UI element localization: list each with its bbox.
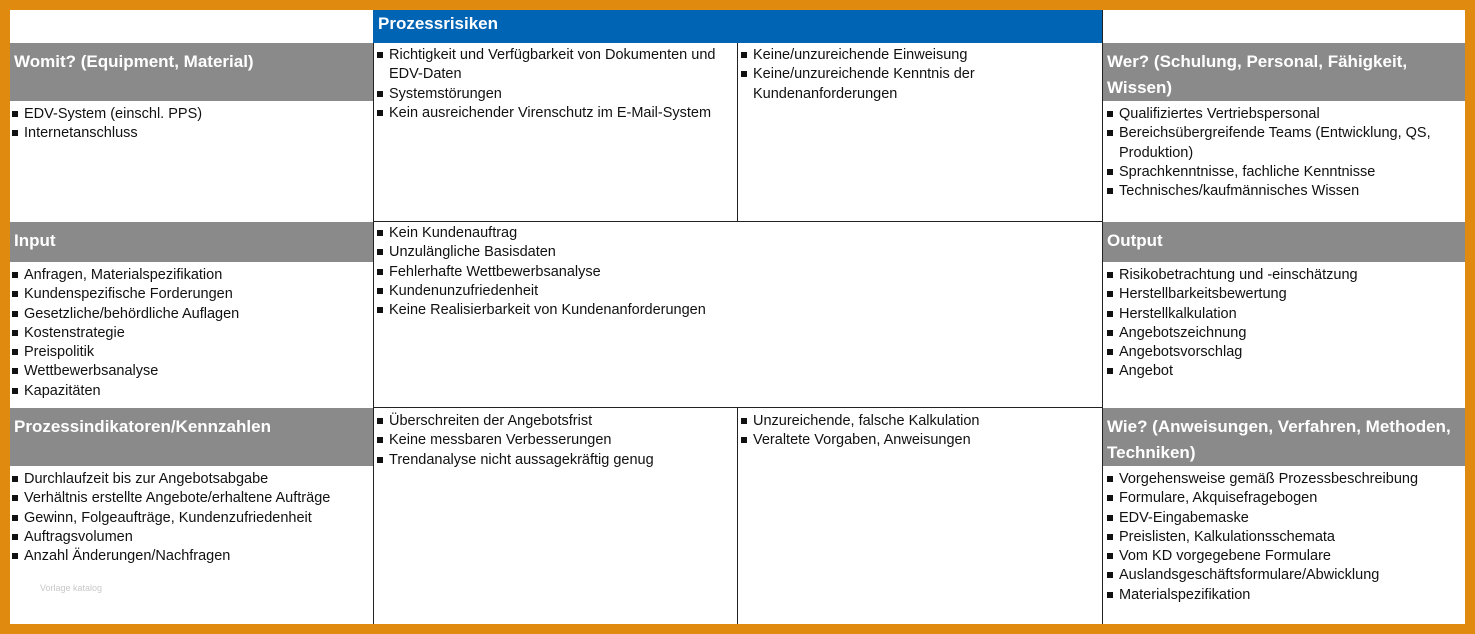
- grid-line: [737, 43, 738, 222]
- indicators-list: [10, 470, 370, 566]
- input-list: [10, 266, 370, 401]
- equipment-list: [10, 105, 370, 144]
- list-item: EDV-System (einschl. PPS): [10, 105, 370, 124]
- staff-list: [1105, 105, 1460, 201]
- methods-header: Wie? (Anweisungen, Verfahren, Methoden, Techniken): [1103, 408, 1465, 466]
- list-item: Herstellkalkulation: [1105, 305, 1460, 324]
- list-item: Auslandsgeschäftsformulare/Abwicklung: [1105, 566, 1460, 585]
- list-item: Angebot: [1105, 362, 1460, 381]
- list-item: Gesetzliche/behördliche Auflagen: [10, 305, 370, 324]
- list-item: Internetanschluss: [10, 124, 370, 143]
- output-header: Output: [1103, 222, 1465, 262]
- list-item: Kein Kundenauftrag: [375, 224, 1095, 243]
- list-item: Anfragen, Materialspezifikation: [10, 266, 370, 285]
- list-item: Keine/unzureichende Einweisung: [739, 46, 1094, 65]
- list-item: Anzahl Änderungen/Nachfragen: [10, 547, 370, 566]
- list-item: Auftragsvolumen: [10, 528, 370, 547]
- watermark: Vorlage katalog: [40, 583, 103, 593]
- list-item: Bereichsübergreifende Teams (Entwicklung, QS, Produktion): [1105, 124, 1460, 163]
- risks-indicators-list: [375, 412, 730, 470]
- grid-line: [737, 408, 738, 624]
- list-item: Kostenstrategie: [10, 324, 370, 343]
- list-item: Gewinn, Folgeaufträge, Kundenzufriedenheit: [10, 509, 370, 528]
- risks-methods-list: [739, 412, 1094, 451]
- list-item: Preispolitik: [10, 343, 370, 362]
- list-item: Trendanalyse nicht aussagekräftig genug: [375, 451, 730, 470]
- list-item: Vorgehensweise gemäß Prozessbeschreibung: [1105, 470, 1460, 489]
- process-risk-matrix: [10, 10, 1465, 624]
- risks-middle-list: [375, 224, 1095, 320]
- list-item: Qualifiziertes Vertriebspersonal: [1105, 105, 1460, 124]
- list-item: Unzureichende, falsche Kalkulation: [739, 412, 1094, 431]
- risks-equipment-list: [375, 46, 730, 123]
- list-item: Formulare, Akquisefragebogen: [1105, 489, 1460, 508]
- list-item: Herstellbarkeitsbewertung: [1105, 285, 1460, 304]
- process-risks-header: Prozessrisiken: [373, 10, 1102, 43]
- list-item: Risikobetrachtung und -einschätzung: [1105, 266, 1460, 285]
- list-item: Kein ausreichender Virenschutz im E-Mail-System: [375, 104, 730, 123]
- grid-line: [1102, 10, 1103, 624]
- list-item: Kundenspezifische Forderungen: [10, 285, 370, 304]
- methods-list: [1105, 470, 1460, 605]
- risks-staff-list: [739, 46, 1094, 104]
- list-item: Kapazitäten: [10, 382, 370, 401]
- list-item: Sprachkenntnisse, fachliche Kenntnisse: [1105, 163, 1460, 182]
- staff-header: Wer? (Schulung, Personal, Fähigkeit, Wissen): [1103, 43, 1465, 101]
- list-item: Durchlaufzeit bis zur Angebotsabgabe: [10, 470, 370, 489]
- output-list: [1105, 266, 1460, 382]
- grid-line: [373, 43, 374, 624]
- list-item: Vom KD vorgegebene Formulare: [1105, 547, 1460, 566]
- list-item: Überschreiten der Angebotsfrist: [375, 412, 730, 431]
- list-item: Fehlerhafte Wettbewerbsanalyse: [375, 263, 1095, 282]
- indicators-header: Prozessindikatoren/Kennzahlen: [10, 408, 373, 466]
- list-item: Veraltete Vorgaben, Anweisungen: [739, 431, 1094, 450]
- list-item: Technisches/kaufmännisches Wissen: [1105, 182, 1460, 201]
- list-item: Angebotszeichnung: [1105, 324, 1460, 343]
- list-item: Keine/unzureichende Kenntnis der Kundenanforderungen: [739, 65, 1094, 104]
- list-item: Systemstörungen: [375, 85, 730, 104]
- list-item: Unzulängliche Basisdaten: [375, 243, 1095, 262]
- list-item: Materialspezifikation: [1105, 586, 1460, 605]
- input-header: Input: [10, 222, 373, 262]
- list-item: Verhältnis erstellte Angebote/erhaltene Aufträge: [10, 489, 370, 508]
- list-item: Richtigkeit und Verfügbarkeit von Dokumenten und EDV-Daten: [375, 46, 730, 85]
- list-item: EDV-Eingabemaske: [1105, 509, 1460, 528]
- list-item: Keine Realisierbarkeit von Kundenanforderungen: [375, 301, 1095, 320]
- equipment-header: Womit? (Equipment, Material): [10, 43, 373, 101]
- list-item: Wettbewerbsanalyse: [10, 362, 370, 381]
- list-item: Angebotsvorschlag: [1105, 343, 1460, 362]
- list-item: Keine messbaren Verbesserungen: [375, 431, 730, 450]
- grid-line: [373, 221, 1102, 222]
- list-item: Preislisten, Kalkulationsschemata: [1105, 528, 1460, 547]
- list-item: Kundenunzufriedenheit: [375, 282, 1095, 301]
- grid-line: [373, 407, 1102, 408]
